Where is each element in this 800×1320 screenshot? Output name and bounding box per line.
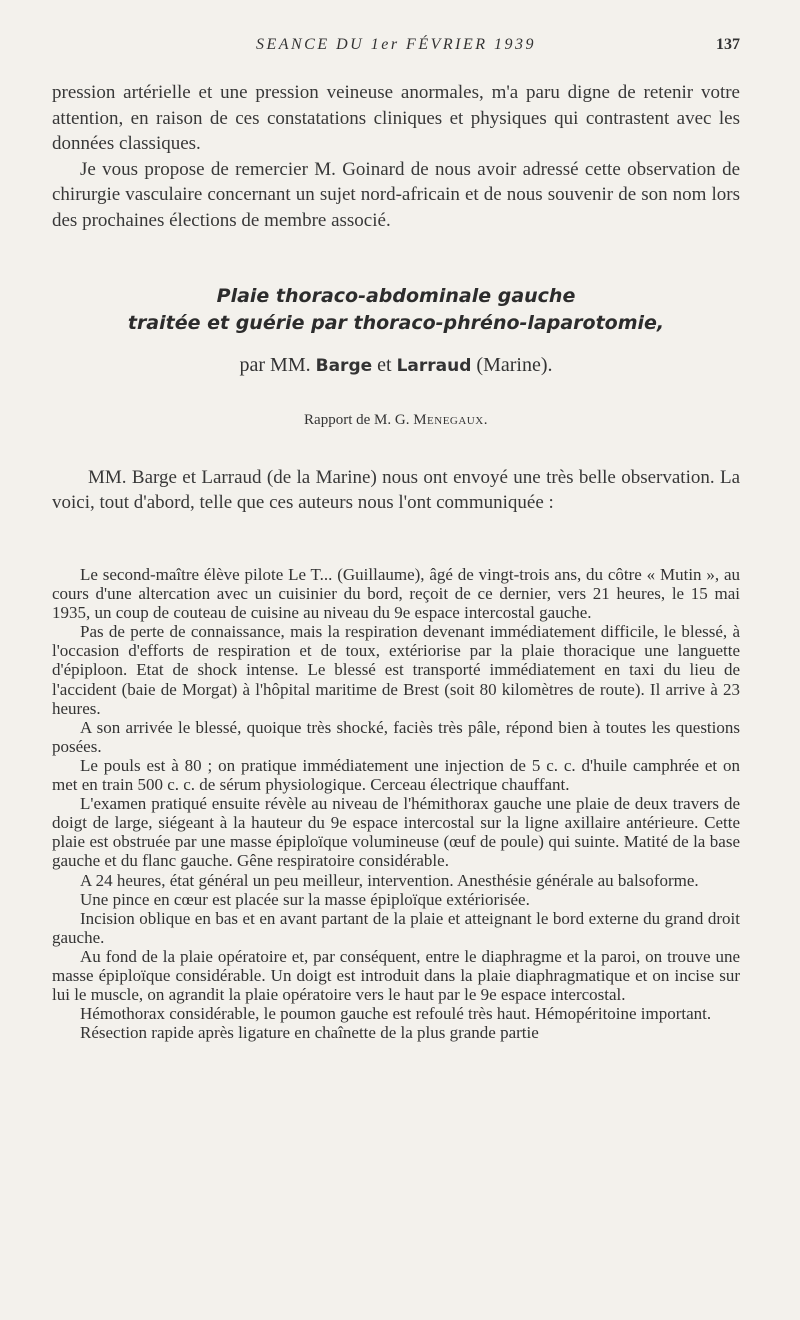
case-paragraph: L'examen pratiqué ensuite révèle au niveau de l'hémithorax gauche une plaie de deux travers de doigt de large, siégeant à la hauteur du 9e espace intercostal sur la ligne axillaire antérieure. Cette plaie est obstruée par une masse épiploïque volumineuse (œuf de poule) qui suinte. Matité de la base gauche et du flanc gauche. Gêne respiratoire considérable. — [52, 794, 740, 871]
byline-affiliation: (Marine). — [476, 354, 553, 376]
running-header — [52, 36, 740, 60]
author-name: Larraud — [396, 356, 472, 376]
lead-paragraph: MM. Barge et Larraud (de la Marine) nous ont envoyé une très belle observation. La voici, tout d'abord, telle que ces auteurs nous l'ont communiquée : — [52, 467, 740, 513]
case-paragraph: A 24 heures, état général un peu meilleur, intervention. Anesthésie générale au balsoforme. — [80, 870, 699, 890]
case-paragraph: Le pouls est à 80 ; on pratique immédiatement une injection de 5 c. c. d'huile camphrée et on met en train 500 c. c. de sérum physiologique. Cerceau électrique chauffant. — [52, 755, 740, 795]
case-paragraph: Au fond de la plaie opératoire et, par conséquent, entre le diaphragme et la paroi, on trouve une masse épiploïque considérable. Un doigt est introduit dans la plaie diaphragmatique et on incise sur lui le muscle, on agrandit la plaie opératoire vers le haut par le 9e espace intercostal. — [52, 946, 740, 1005]
reporter-name: Menegaux. — [413, 412, 488, 428]
intro-paragraph: Je vous propose de remercier M. Goinard de nous avoir adressé cette observation de chirurgie vasculaire concernant un sujet nord-africain et de nous souvenir de son nom lors des prochaines élections de membre associé. — [52, 158, 740, 231]
case-paragraph: Le second-maître élève pilote Le T... (Guillaume), âgé de vingt-trois ans, du côtre « Mutin », au cours d'une altercation avec un cuisinier du bord, reçoit de ce dernier, vers 21 heures, le 15 mai 1935, un coup de couteau de cuisine au niveau du 9e espace intercostal gauche. — [52, 565, 740, 623]
byline — [52, 354, 740, 377]
case-report — [52, 565, 740, 1042]
case-paragraph: Une pince en cœur est placée sur la masse épiploïque extériorisée. — [80, 889, 530, 909]
intro-paragraph: pression artérielle et une pression veineuse anormales, m'a paru digne de retenir votre attention, en raison de ces constatations cliniques et physiques qui contrastent avec les données classiques. — [52, 82, 740, 154]
byline-prefix: par MM. — [239, 354, 311, 376]
case-paragraph: Hémothorax considérable, le poumon gauche est refoulé très haut. Hémopéritoine important. — [80, 1004, 712, 1024]
running-title: SEANCE DU 1er FÉVRIER 1939 — [255, 36, 537, 53]
report-line — [52, 412, 740, 429]
article-title-line: Plaie thoraco-abdominale gauche — [216, 285, 576, 307]
case-paragraph: Incision oblique en bas et en avant partant de la plaie et atteignant le bord externe du grand droit gauche. — [52, 908, 740, 947]
article-title-line: traitée et guérie par thoraco-phréno-laparotomie, — [127, 312, 665, 334]
report-prefix: Rapport de M. G. — [304, 412, 410, 428]
lead-text — [52, 465, 740, 515]
page-number: 137 — [716, 36, 740, 53]
author-name: Barge — [315, 356, 373, 376]
byline-conjunction: et — [377, 354, 392, 376]
intro-text — [52, 80, 740, 233]
article-title — [52, 283, 740, 337]
case-paragraph: Résection rapide après ligature en chaînette de la plus grande partie — [80, 1023, 539, 1043]
case-paragraph: A son arrivée le blessé, quoique très shocké, faciès très pâle, répond bien à toutes les questions posées. — [52, 717, 740, 756]
case-paragraph: Pas de perte de connaissance, mais la respiration devenant immédiatement difficile, le blessé, à l'occasion d'efforts de respiration et de toux, extériorise par la plaie thoracique une languette d'épiploon. Etat de shock intense. Le blessé est transporté immédiatement en taxi du lieu de l'accident (baie de Morgat) à l'hôpital maritime de Brest (soit 80 kilomètres de route). Il arrive à 23 heures. — [52, 622, 740, 718]
